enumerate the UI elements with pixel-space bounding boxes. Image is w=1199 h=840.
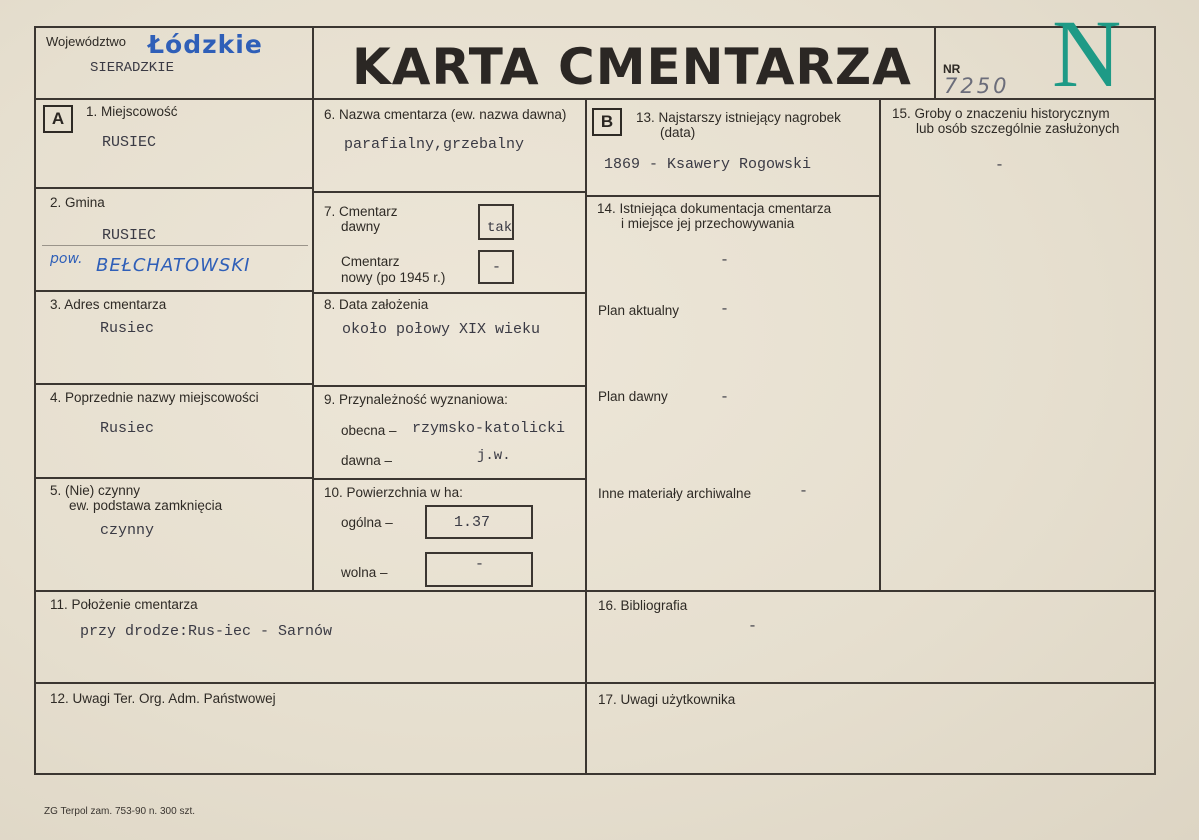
voivodeship-value: Łódzkie <box>148 30 263 59</box>
field-15-label-2: lub osób szczególnie zasłużonych <box>916 121 1120 136</box>
field-2-pow-label: pow. <box>50 251 83 267</box>
field-7-label-b2: nowy (po 1945 r.) <box>341 270 446 285</box>
col-divider-2 <box>585 98 587 775</box>
stamp-letter: N <box>1052 0 1122 107</box>
field-11-value: przy drodze:Rus-iec - Sarnów <box>80 623 333 640</box>
field-13-label-2: (data) <box>660 125 696 140</box>
field-3-label: 3. Adres cmentarza <box>50 297 167 312</box>
field-14-label-2: i miejsce jej przechowywania <box>621 216 795 231</box>
frame-right <box>1154 26 1156 775</box>
field-9-former-value: j.w. <box>477 448 511 464</box>
field-13-value: 1869 - Ksawery Rogowski <box>604 156 812 173</box>
row-line-m3 <box>312 385 587 387</box>
field-15-label-1: 15. Groby o znaczeniu historycznym <box>892 106 1110 121</box>
field-10-free-value: - <box>475 556 485 573</box>
field-11-label: 11. Położenie cmentarza <box>50 597 198 612</box>
nr-value: 7250 <box>944 74 1010 98</box>
row-line-m1 <box>312 191 587 193</box>
field-3-value: Rusiec <box>100 320 155 337</box>
field-6-value: parafialny,grzebalny <box>344 136 525 153</box>
field-14-value: - <box>720 252 730 269</box>
row-line-m2 <box>312 292 587 294</box>
section-a-marker: A <box>43 105 73 133</box>
plan-old-value: - <box>720 389 730 406</box>
other-materials-value: - <box>799 483 809 500</box>
section-b-marker: B <box>592 108 622 136</box>
field-16-value: - <box>748 618 758 635</box>
header-divider-1 <box>312 26 314 100</box>
row-line-a3 <box>34 383 314 385</box>
field-9-label: 9. Przynależność wyznaniowa: <box>324 392 508 407</box>
field-9-current-label: obecna – <box>341 423 397 438</box>
plan-current-value: - <box>720 301 730 318</box>
field-8-value: około połowy XIX wieku <box>342 321 541 338</box>
row-line-m4 <box>312 478 587 480</box>
header-divider-2 <box>934 26 936 100</box>
district-value: SIERADZKIE <box>90 60 175 76</box>
row-line-a1 <box>34 187 314 189</box>
other-materials-label: Inne materiały archiwalne <box>598 486 752 501</box>
card-title: KARTA CMENTARZA <box>352 38 912 96</box>
field-7-label-a1: 7. Cmentarz <box>324 204 398 219</box>
field-9-former-label: dawna – <box>341 453 393 468</box>
col-divider-3 <box>879 98 881 592</box>
field-1-label: 1. Miejscowość <box>86 104 178 119</box>
field-4-label: 4. Poprzednie nazwy miejscowości <box>50 390 259 405</box>
frame-left <box>34 26 36 775</box>
field-13-label-1: 13. Najstarszy istniejący nagrobek <box>636 110 841 125</box>
row-line-b1 <box>585 195 881 197</box>
field-16-label: 16. Bibliografia <box>598 598 688 613</box>
field-7-label-b1: Cmentarz <box>341 254 400 269</box>
field-7-value-old: tak <box>487 220 513 236</box>
field-7-label-a2: dawny <box>341 219 381 234</box>
field-1-value: RUSIEC <box>102 134 157 151</box>
field-10-total-label: ogólna – <box>341 515 393 530</box>
frame-bottom <box>34 773 1156 775</box>
plan-old-label: Plan dawny <box>598 389 668 404</box>
row-line-a4 <box>34 477 314 479</box>
field-6-label: 6. Nazwa cmentarza (ew. nazwa dawna) <box>324 107 567 122</box>
row-line-low2 <box>34 682 1156 684</box>
field-14-label-1: 14. Istniejąca dokumentacja cmentarza <box>597 201 832 216</box>
field-9-current-value: rzymsko-katolicki <box>412 420 566 437</box>
voivodeship-label: Województwo <box>46 34 126 49</box>
field-10-total-value: 1.37 <box>454 514 491 531</box>
field-2-pow-value: BEŁCHATOWSKI <box>96 255 251 276</box>
field-2-value: RUSIEC <box>102 227 157 244</box>
field-12-label: 12. Uwagi Ter. Org. Adm. Państwowej <box>50 691 276 706</box>
nr-label: NR <box>943 62 961 76</box>
col-divider-1 <box>312 98 314 592</box>
field-5-value: czynny <box>100 522 155 539</box>
field-15-value: - <box>995 157 1005 174</box>
row-line-a2 <box>34 290 314 292</box>
field-4-value: Rusiec <box>100 420 155 437</box>
field-8-label: 8. Data założenia <box>324 297 429 312</box>
frame-top <box>34 26 1156 28</box>
pow-underline <box>42 245 308 246</box>
field-10-label: 10. Powierzchnia w ha: <box>324 485 463 500</box>
print-info: ZG Terpol zam. 753-90 n. 300 szt. <box>44 806 196 817</box>
field-2-label: 2. Gmina <box>50 195 105 210</box>
plan-current-label: Plan aktualny <box>598 303 680 318</box>
field-10-free-label: wolna – <box>341 565 388 580</box>
field-5-label-2: ew. podstawa zamknięcia <box>69 498 223 513</box>
field-17-label: 17. Uwagi użytkownika <box>598 692 736 707</box>
header-bottom-line <box>34 98 1156 100</box>
field-5-label-1: 5. (Nie) czynny <box>50 483 141 498</box>
row-line-low1 <box>34 590 1156 592</box>
field-7-value-new: - <box>492 259 502 276</box>
